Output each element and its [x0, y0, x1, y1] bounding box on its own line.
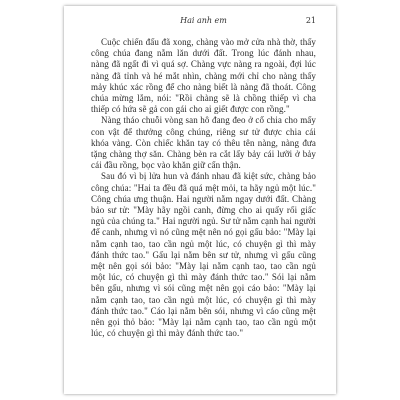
body-text [91, 37, 316, 339]
paragraph-3: Sau đó vì bị lửa hun và đánh nhau đã kiệt sức, chàng bảo công chúa: "Hai ta đều đã quá mệt mỏi, ta hãy ngủ một lúc." Công chúa ưng thuận. Hai người nằm ngay dưới đất. Chàng bảo sư tử: "Mày hãy ngồi canh, đừng cho ai quấy rối giấc ngủ của chúng ta." Hai người ngủ. Sư tử nằm cạnh hai người để canh, nhưng vì nó cũng mệt nên nó gọi gấu bảo: "Mày lại nằm cạnh tao, tao cần ngủ một lúc, có chuyện gì thì mày đánh thức tao." Gấu lại nằm bên sư tử, nhưng vì gấu cũng mệt nên gọi sói bảo: "Mày lại nằm cạnh tao, tao cần ngủ một lúc, có chuyện gì thì mày đánh thức tao." Sói lại nằm bên gấu, nhưng vì sói cũng mệt nên gọi cáo bảo: "Mày lại nằm cạnh tao, tao cần ngủ một lúc, có chuyện gì thì mày đánh thức tao." Cáo lại nằm bên sói, nhưng vì cáo cũng mệt nên gọi thỏ bảo: "Mày lại nằm cạnh tao, tao cần ngủ một lúc, có chuyện gì thì mày đánh thức tao." [91, 171, 316, 339]
paragraph-2: Nàng tháo chuỗi vòng san hô đang đeo ở cổ chia cho mấy con vật để thưởng công chúng, riêng sư tử được chia cái khóa vàng. Còn chiếc khăn tay có thêu tên nàng, nàng đưa tặng chàng thợ săn. Chàng bèn ra cắt lấy bảy cái lưỡi ở bảy cái đầu rồng, bọc vào khăn giữ cẩn thận. [91, 115, 316, 171]
page-number: 21 [305, 16, 316, 25]
running-header [91, 16, 316, 32]
book-page [64, 6, 336, 394]
running-title: Hai anh em [180, 16, 227, 25]
paragraph-1: Cuộc chiến đấu đã xong, chàng vào mở cửa nhà thờ, thấy công chúa đang nằm lăn dưới đất. Trong lúc đánh nhau, nàng đã ngất đi vì quá sợ. Chàng vực nàng ra ngoài, đợi lúc nàng đã tỉnh và hé mắt nhìn, chàng mới chỉ cho nàng thấy mảy khúc xác rồng để cho nàng biết là nàng đã thoát. Công chúa mừng lắm, nói: "Rồi chàng sẽ là chồng thiếp vì cha thiếp có hứa sẽ gả con gái cho ai giết được con rồng." [91, 37, 316, 115]
